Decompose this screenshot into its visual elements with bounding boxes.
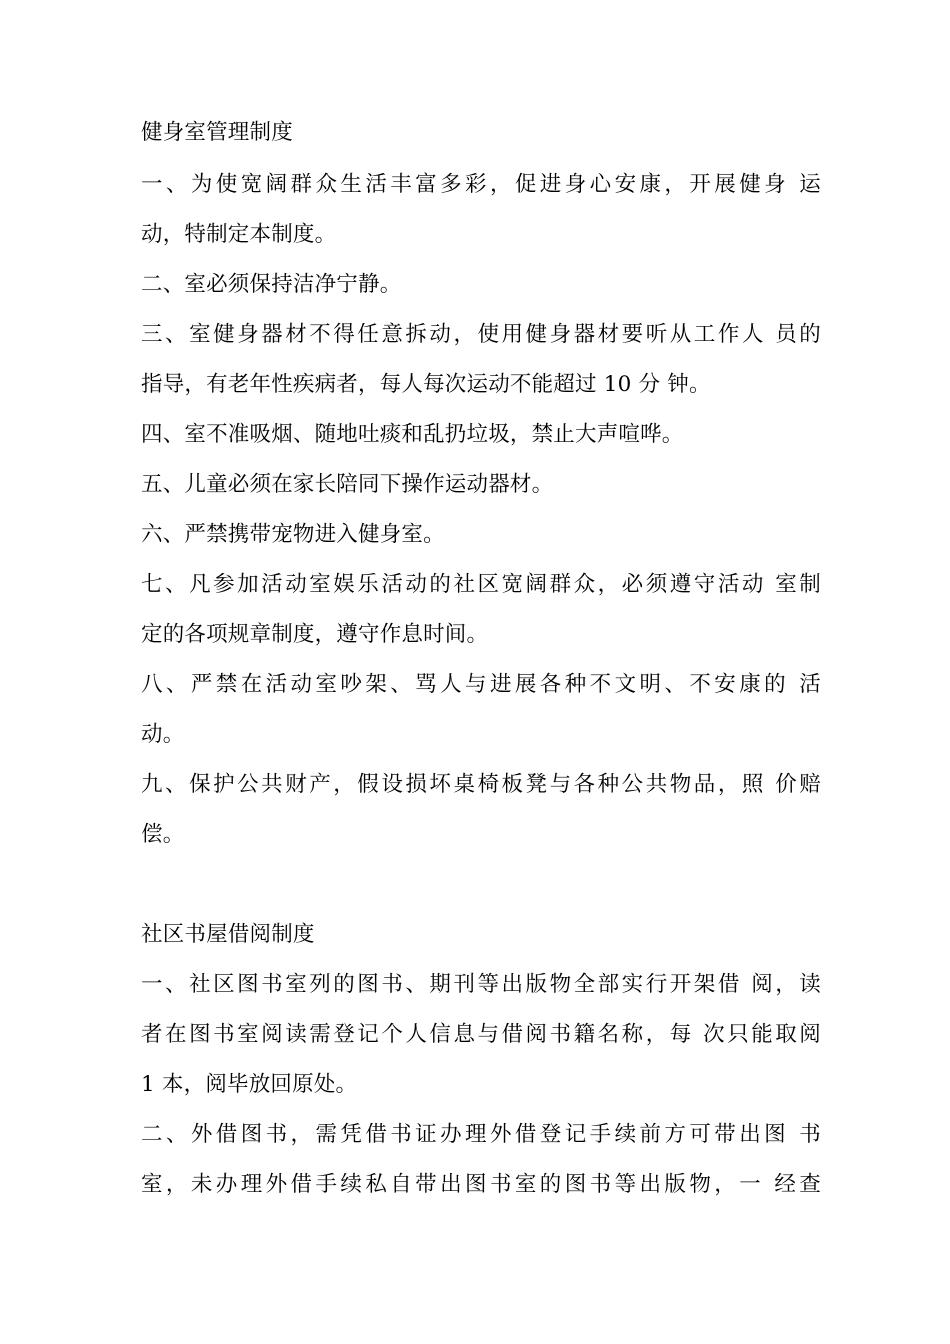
paragraph-line: 二、外借图书，需凭借书证办理外借登记手续前方可带出图 书 xyxy=(141,1122,821,1147)
paragraph-line: 定的各项规章制度，遵守作息时间。 xyxy=(141,622,489,647)
paragraph-line: 室，未办理外借手续私自带出图书室的图书等出版物，一 经查 xyxy=(141,1172,821,1197)
paragraph-line: 者在图书室阅读需登记个人信息与借阅书籍名称，每 次只能取阅 xyxy=(141,1022,821,1047)
paragraph-line: 一、社区图书室列的图书、期刊等出版物全部实行开架借 阅，读 xyxy=(141,972,821,997)
paragraph-line: 指导，有老年性疾病者，每人每次运动不能超过 10 分 钟。 xyxy=(141,372,711,397)
paragraph-line: 九、保护公共财产，假设损坏桌椅板凳与各种公共物品，照 价赔 xyxy=(141,772,821,797)
paragraph-line: 一、为使宽阔群众生活丰富多彩，促进身心安康，开展健身 运 xyxy=(141,172,821,197)
paragraph-line: 五、儿童必须在家长陪同下操作运动器材。 xyxy=(141,472,554,497)
paragraph-line: 六、严禁携带宠物进入健身室。 xyxy=(141,522,445,547)
paragraph-line: 1 本，阅毕放回原处。 xyxy=(141,1072,358,1097)
paragraph-line: 八、严禁在活动室吵架、骂人与进展各种不文明、不安康的 活 xyxy=(141,672,821,697)
paragraph-line: 动，特制定本制度。 xyxy=(141,222,337,247)
paragraph-line: 偿。 xyxy=(141,822,185,847)
paragraph-line: 四、室不准吸烟、随地吐痰和乱扔垃圾，禁止大声喧哗。 xyxy=(141,422,684,447)
paragraph-line: 七、凡参加活动室娱乐活动的社区宽阔群众，必须遵守活动 室制 xyxy=(141,572,821,597)
section-title-library-borrowing: 社区书屋借阅制度 xyxy=(141,922,315,947)
section-title-fitness-room: 健身室管理制度 xyxy=(141,120,293,145)
paragraph-line: 二、室必须保持洁净宁静。 xyxy=(141,272,402,297)
paragraph-line: 动。 xyxy=(141,722,185,747)
paragraph-line: 三、室健身器材不得任意拆动，使用健身器材要听从工作人 员的 xyxy=(141,322,821,347)
